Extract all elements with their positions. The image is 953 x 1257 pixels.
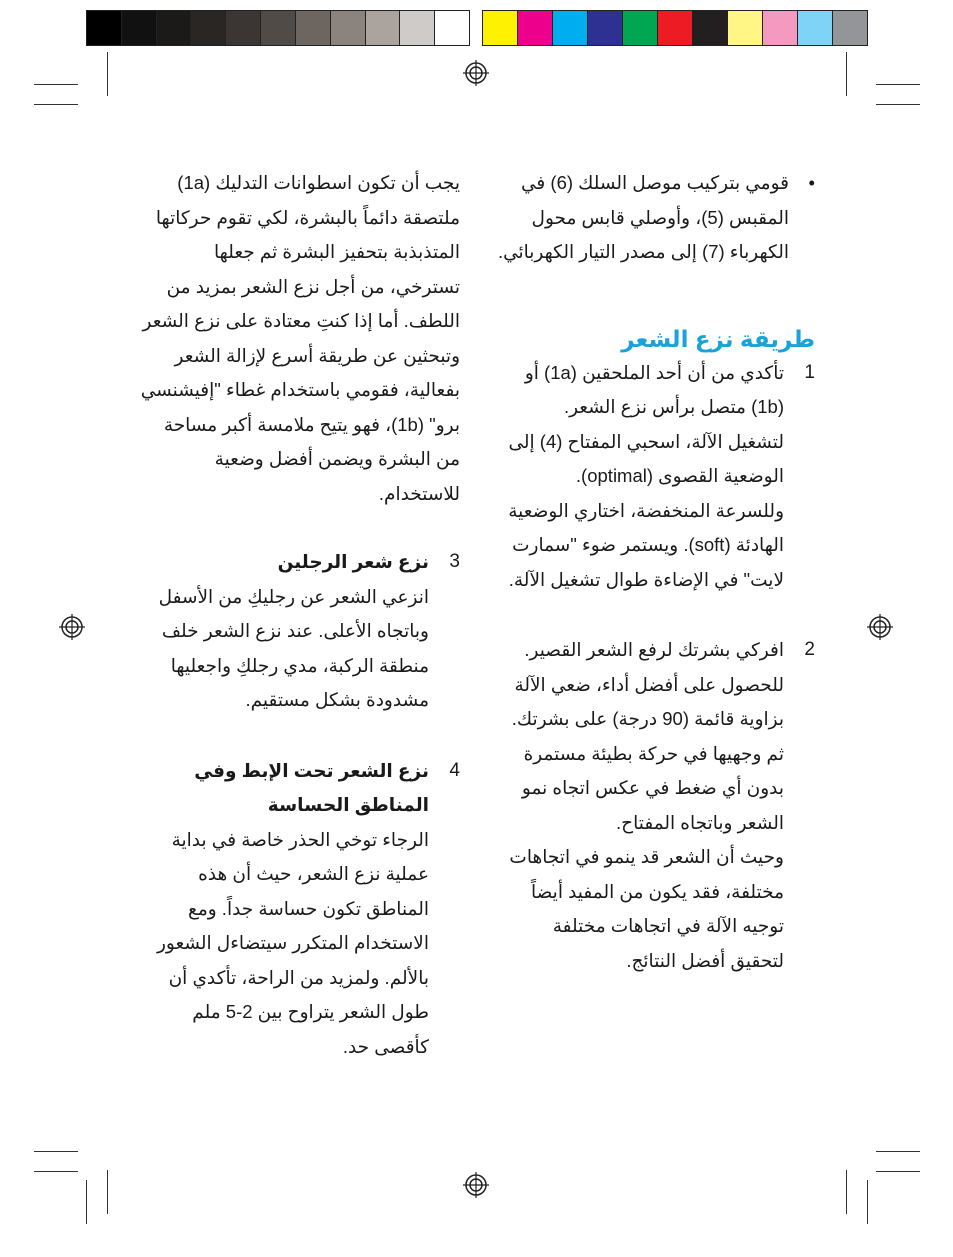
- calibration-swatch: [191, 11, 226, 45]
- step-text: الرجاء توخي الحذر خاصة في بداية عملية نزع الشعر، حيث أن هذه المناطق تكون حساسة جداً. ومع الاستخدام المتكرر سيتضاءل الشعور بالألم. ولمزيد من الراحة، تأكدي أن طول الشعر يتراوح بين 2-5 ملم كأقصى حد.: [156, 828, 429, 1057]
- registration-mark-top-icon: [463, 60, 489, 86]
- crop-mark-top-left-vertical: [107, 52, 108, 96]
- calibration-swatch: [553, 11, 588, 45]
- calibration-swatch: [658, 11, 693, 45]
- step-1: [497, 356, 815, 598]
- calibration-swatch: [261, 11, 296, 45]
- calibration-swatch: [366, 11, 401, 45]
- registration-mark-right-icon: [867, 614, 893, 640]
- step-text: تأكدي من أن أحد الملحقين (1a) أو (1b) متصل برأس نزع الشعر. لتشغيل الآلة، اسحبي المفتاح (4) إلى الوضعية القصوى (optimal). وللسرعة المنخفضة، اختاري الوضعية الهادئة (soft). ويستمر ضوء "سمارت لايت" في الإضاءة طوال تشغيل الآلة.: [508, 361, 784, 590]
- crop-mark-top-right-horizontal: [876, 104, 920, 105]
- step-number: 3: [449, 551, 460, 572]
- step-number: 2: [804, 639, 815, 660]
- crop-mark-bottom-right-horizontal: [876, 1151, 920, 1152]
- crop-mark-bottom-right-outer: [876, 1171, 920, 1172]
- intro-paragraph: يجب أن تكون اسطوانات التدليك (1a) ملتصقة دائماً بالبشرة، لكي تقوم حركاتها المتذبذبة بتحفيز البشرة ثم جعلها تسترخي، من أجل نزع الشعر بمزيد من اللطف. أما إذا كنتِ معتادة على نزع الشعر وتبحثين عن طريقة أسرع لإزالة الشعر بفعالية، فقومي باستخدام غطاء "إفيشنسي برو" (1b)، فهو يتيح ملامسة أكبر مساحة من البشرة ويضمن أفضل وضعية للاستخدام.: [140, 172, 460, 504]
- crop-mark-bottom-right-vertical: [846, 1170, 847, 1214]
- crop-mark-bottom-left-horizontal: [34, 1151, 78, 1152]
- registration-mark-left-icon: [59, 614, 85, 640]
- bullet-item: [497, 166, 815, 270]
- calibration-swatch: [122, 11, 157, 45]
- bullet-icon: •: [808, 172, 815, 193]
- step-4: [140, 754, 460, 1065]
- calibration-swatch: [798, 11, 833, 45]
- calibration-swatch: [87, 11, 122, 45]
- color-calibration-bar: [482, 10, 868, 46]
- calibration-swatch: [728, 11, 763, 45]
- calibration-swatch: [833, 11, 867, 45]
- calibration-swatch: [693, 11, 728, 45]
- crop-mark-bottom-left-outer: [34, 1171, 78, 1172]
- right-column: [497, 166, 815, 978]
- step-number: 4: [449, 759, 460, 781]
- crop-mark-bottom-right-outer-vertical: [867, 1180, 868, 1224]
- step-text: افركي بشرتك لرفع الشعر القصير. للحصول على أفضل أداء، ضعي الآلة بزاوية قائمة (90 درجة) على بشرتك. ثم وجهيها في حركة بطيئة مستمرة بدون أي ضغط في عكس اتجاه نمو الشعر وباتجاه المفتاح. وحيث أن الشعر قد ينمو في اتجاهات مختلفة، فقد يكون من المفيد أيضاً توجيه الآلة في اتجاهات مختلفة لتحقيق أفضل النتائج.: [509, 639, 784, 971]
- calibration-swatch: [157, 11, 192, 45]
- grayscale-calibration-bar: [86, 10, 470, 46]
- bullet-text: قومي بتركيب موصل السلك (6) في المقبس (5)، وأوصلي قابس محول الكهرباء (7) إلى مصدر التيار الكهربائي.: [497, 172, 789, 262]
- step-heading: نزع الشعر تحت الإبط وفي المناطق الحساسة: [194, 759, 429, 815]
- crop-mark-top-right-vertical: [846, 52, 847, 96]
- crop-mark-bottom-left-outer-vertical: [86, 1180, 87, 1224]
- step-3: [140, 545, 460, 718]
- step-number: 1: [804, 361, 815, 383]
- calibration-swatch: [518, 11, 553, 45]
- registration-mark-bottom-icon: [463, 1172, 489, 1198]
- step-heading: نزع شعر الرجلين: [277, 551, 429, 572]
- calibration-swatch: [331, 11, 366, 45]
- section-title: طريقة نزع الشعر: [621, 325, 815, 352]
- crop-mark-bottom-left-vertical: [107, 1170, 108, 1214]
- step-2: [497, 633, 815, 978]
- left-column: [140, 166, 460, 1064]
- crop-mark-top-left-outer: [34, 84, 78, 85]
- calibration-swatch: [296, 11, 331, 45]
- calibration-swatch: [435, 11, 469, 45]
- calibration-swatch: [588, 11, 623, 45]
- crop-mark-top-left-horizontal: [34, 104, 78, 105]
- step-text: انزعي الشعر عن رجليكِ من الأسفل وباتجاه الأعلى. عند نزع الشعر خلف منطقة الركبة، مدي رجلكِ واجعليها مشدودة بشكل مستقيم.: [158, 585, 429, 710]
- calibration-swatch: [226, 11, 261, 45]
- calibration-swatch: [763, 11, 798, 45]
- calibration-swatch: [483, 11, 518, 45]
- calibration-swatch: [400, 11, 435, 45]
- crop-mark-top-right-outer: [876, 84, 920, 85]
- calibration-swatch: [623, 11, 658, 45]
